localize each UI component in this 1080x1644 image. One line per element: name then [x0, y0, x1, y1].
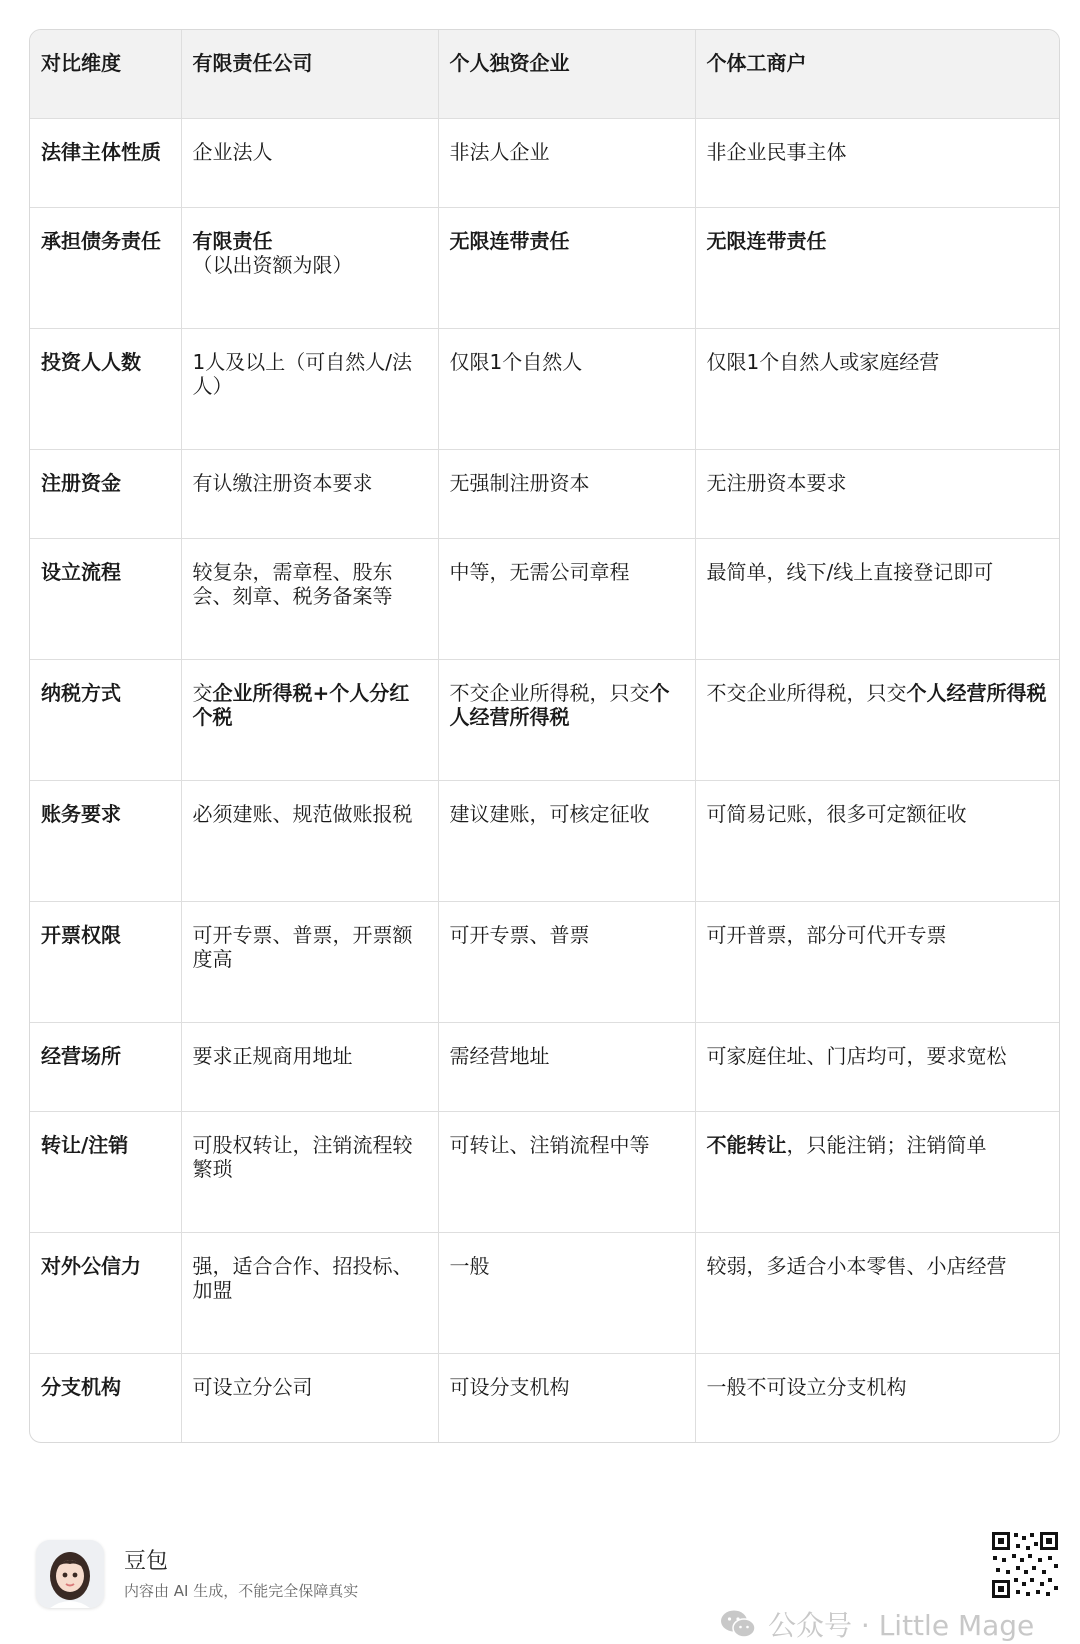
- table-row: [30, 450, 1059, 539]
- row-label: 对外公信力: [30, 1233, 181, 1354]
- cell: 可设分支机构: [438, 1354, 695, 1443]
- avatar: [36, 1540, 104, 1608]
- cell: 1人及以上（可自然人/法人）: [181, 329, 438, 450]
- bold-text: 企业所得税+个人分红个税: [192, 681, 410, 729]
- bold-text: 无限连带责任: [706, 229, 827, 253]
- cell: 无注册资本要求: [695, 450, 1059, 539]
- footer: [0, 1500, 1080, 1642]
- cell: 可设立分公司: [181, 1354, 438, 1443]
- table-row: [30, 660, 1059, 781]
- table-row: [30, 902, 1059, 1023]
- cell: 有认缴注册资本要求: [181, 450, 438, 539]
- cell: [695, 208, 1059, 329]
- avatar-icon: [36, 1540, 104, 1608]
- cell: 无强制注册资本: [438, 450, 695, 539]
- qr-code: [990, 1530, 1060, 1600]
- table-row: [30, 208, 1059, 329]
- bold-text: 有限责任: [192, 229, 273, 253]
- row-label: 法律主体性质: [30, 119, 181, 208]
- bold-text: 无限连带责任: [449, 229, 570, 253]
- cell: 企业法人: [181, 119, 438, 208]
- cell: 较弱，多适合小本零售、小店经营: [695, 1233, 1059, 1354]
- cell: 可开专票、普票，开票额度高: [181, 902, 438, 1023]
- cell: 需经营地址: [438, 1023, 695, 1112]
- header-sole-proprietorship: 个人独资企业: [438, 30, 695, 119]
- cell: 不能转让，只能注销；注销简单: [695, 1112, 1059, 1233]
- row-label: 设立流程: [30, 539, 181, 660]
- cell: 可开专票、普票: [438, 902, 695, 1023]
- cell: 非法人企业: [438, 119, 695, 208]
- cell: 最简单，线下/线上直接登记即可: [695, 539, 1059, 660]
- table-row: [30, 1112, 1059, 1233]
- table-row: [30, 1354, 1059, 1443]
- table-row: [30, 1023, 1059, 1112]
- row-label: 分支机构: [30, 1354, 181, 1443]
- cell: 非企业民事主体: [695, 119, 1059, 208]
- cell: 仅限1个自然人或家庭经营: [695, 329, 1059, 450]
- cell: 仅限1个自然人: [438, 329, 695, 450]
- cell: 必须建账、规范做账报税: [181, 781, 438, 902]
- cell: 要求正规商用地址: [181, 1023, 438, 1112]
- cell: 可股权转让，注销流程较繁琐: [181, 1112, 438, 1233]
- bold-text: 个人经营所得税: [449, 681, 670, 729]
- table-row: [30, 119, 1059, 208]
- row-label: 开票权限: [30, 902, 181, 1023]
- row-label: 承担债务责任: [30, 208, 181, 329]
- cell: 不交企业所得税，只交个人经营所得税: [438, 660, 695, 781]
- table-row: [30, 1233, 1059, 1354]
- cell: 不交企业所得税，只交个人经营所得税: [695, 660, 1059, 781]
- cell: 可开普票，部分可代开专票: [695, 902, 1059, 1023]
- cell: 较复杂，需章程、股东会、刻章、税务备案等: [181, 539, 438, 660]
- cell: 建议建账，可核定征收: [438, 781, 695, 902]
- cell: 交企业所得税+个人分红个税: [181, 660, 438, 781]
- cell: 可简易记账，很多可定额征收: [695, 781, 1059, 902]
- row-label: 注册资金: [30, 450, 181, 539]
- row-label: 账务要求: [30, 781, 181, 902]
- row-label: 经营场所: [30, 1023, 181, 1112]
- bold-text: 个人经营所得税: [906, 681, 1047, 705]
- watermark: [720, 1604, 1034, 1644]
- cell: 中等，无需公司章程: [438, 539, 695, 660]
- cell: 强，适合合作、招投标、加盟: [181, 1233, 438, 1354]
- cell: 可转让、注销流程中等: [438, 1112, 695, 1233]
- table-header-row: [30, 30, 1059, 119]
- cell: 一般不可设立分支机构: [706, 1375, 907, 1399]
- watermark-text: 公众号 · Little Mage: [768, 1609, 1035, 1642]
- wechat-icon: [720, 1609, 756, 1639]
- bold-text: 不能转让: [706, 1133, 787, 1157]
- row-label: 转让/注销: [30, 1112, 181, 1233]
- header-llc: 有限责任公司: [181, 30, 438, 119]
- header-dimension: 对比维度: [30, 30, 181, 119]
- table-row: [30, 539, 1059, 660]
- row-label: 纳税方式: [30, 660, 181, 781]
- ai-disclaimer: 内容由 AI 生成，不能完全保障真实: [124, 1582, 359, 1600]
- cell: 一般: [438, 1233, 695, 1354]
- cell: 可家庭住址、门店均可，要求宽松: [695, 1023, 1059, 1112]
- comparison-table: [30, 30, 1059, 1442]
- table-row: [30, 329, 1059, 450]
- row-label: 投资人人数: [30, 329, 181, 450]
- cell: [438, 208, 695, 329]
- comparison-table-card: [29, 29, 1060, 1443]
- brand-name: 豆包: [124, 1549, 169, 1574]
- table-row: [30, 781, 1059, 902]
- header-individual-business: 个体工商户: [695, 30, 1059, 119]
- cell: 有限责任（以出资额为限）: [181, 208, 438, 329]
